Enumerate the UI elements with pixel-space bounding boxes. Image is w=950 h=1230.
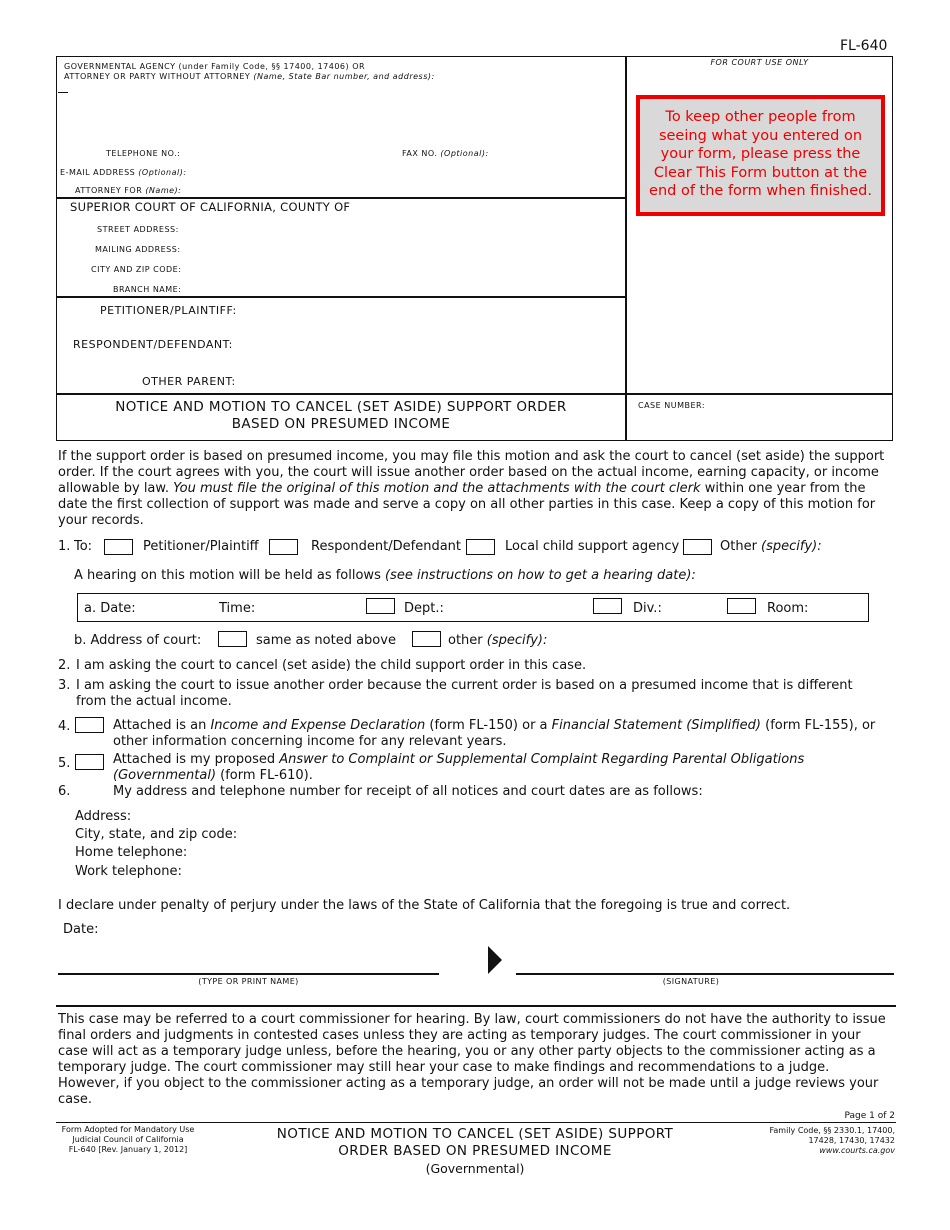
checkbox-other[interactable] [683, 539, 712, 555]
court-divider [56, 296, 626, 298]
item3-number: 3. [58, 678, 71, 693]
court-use-only: FOR COURT USE ONLY [710, 58, 809, 67]
name-line[interactable] [58, 973, 439, 975]
item1-to-label: To: [74, 539, 93, 554]
footer-right: Family Code, §§ 2330.1, 17400, 17428, 17430, 17432 www.courts.ca.gov [769, 1126, 895, 1155]
respondent-label: RESPONDENT/DEFENDANT: [73, 338, 233, 351]
commissioner-paragraph: This case may be referred to a court commissioner for hearing. By law, court commissioners do not have the authority to issue final orders and judgments in contested cases unless they are acting as temporary judges. The court commissioner in your case will act as a temporary judge unless, before the hearing, you or any other party objects to the commissioner acting as a temporary judge. The court commissioner may still hear your case to make findings and recommendations to a judge. However, if you object to the commissioner acting as a temporary judge, an order will not be made until a judge reviews your case. [58, 1012, 886, 1107]
other-parent-label: OTHER PARENT: [142, 375, 236, 388]
checkbox-other-address[interactable] [412, 631, 441, 647]
attorney-name-mark [58, 92, 68, 93]
email-label: E-MAIL ADDRESS (Optional): [60, 168, 187, 177]
checkbox-agency[interactable] [466, 539, 495, 555]
item5-text: Attached is my proposed Answer to Complaint or Supplemental Complaint Regarding Parental Obligations (Governmental) (form FL-610). [113, 752, 805, 783]
intro-paragraph: If the support order is based on presumed income, you may file this motion and ask the court to cancel (set aside) the support order. If the court agrees with you, the court will issue another order based on the actual income, earning capacity, or income allowable by law. You must file the original of this motion and the attachments with the court clerk within one year from the date the first collection of support was made and serve a copy on all other parties in this case. Keep a copy of this motion for your records. [58, 449, 885, 528]
work-telephone-label: Work telephone: [75, 864, 182, 879]
same-as-label: same as noted above [256, 633, 396, 648]
item2-text: I am asking the court to cancel (set aside) the child support order in this case. [76, 658, 587, 673]
city-state-zip-label: City, state, and zip code: [75, 827, 238, 842]
attorney-divider [56, 197, 626, 199]
city-zip-label: CITY AND ZIP CODE: [91, 265, 182, 274]
signature-caption: (SIGNATURE) [662, 977, 720, 986]
footer-title: NOTICE AND MOTION TO CANCEL (SET ASIDE) SUPPORT ORDER BASED ON PRESUMED INCOME (Governmental) [276, 1126, 674, 1176]
hearing-room-label: Room: [767, 601, 809, 616]
hearing-dept-label: Dept.: [404, 601, 444, 616]
branch-label: BRANCH NAME: [113, 285, 182, 294]
item4-text: Attached is an Income and Expense Declaration (form FL-150) or a Financial Statement (Simplified) (form FL-155), or other information concerning income for any relevant years. [113, 718, 876, 749]
checkbox-respondent[interactable] [269, 539, 298, 555]
fax-label: FAX NO. (Optional): [402, 149, 489, 158]
item6-text: My address and telephone number for receipt of all notices and court dates are as follows: [113, 784, 703, 799]
telephone-label: TELEPHONE NO.: [106, 149, 181, 158]
court-title: SUPERIOR COURT OF CALIFORNIA, COUNTY OF [70, 200, 351, 214]
footer-divider [56, 1122, 896, 1123]
option-petitioner: Petitioner/Plaintiff [143, 539, 259, 554]
page-number: Page 1 of 2 [844, 1111, 895, 1121]
checkbox-petitioner[interactable] [104, 539, 133, 555]
agency-line1: GOVERNMENTAL AGENCY (under Family Code, §§ 17400, 17406) OR [64, 62, 366, 71]
date-label: Date: [63, 922, 99, 937]
checkbox-same-address[interactable] [218, 631, 247, 647]
declaration-text: I declare under penalty of perjury under the laws of the State of California that the foregoing is true and correct. [58, 898, 791, 913]
checkbox-item5[interactable] [75, 754, 104, 770]
hearing-div-label: Div.: [633, 601, 662, 616]
item2-number: 2. [58, 658, 71, 673]
mailing-label: MAILING ADDRESS: [95, 245, 181, 254]
hearing-date-label: a. Date: [84, 601, 136, 616]
form-title: NOTICE AND MOTION TO CANCEL (SET ASIDE) SUPPORT ORDER BASED ON PRESUMED INCOME [115, 399, 567, 432]
option-other: Other (specify): [720, 539, 822, 554]
other-address-label: other (specify): [448, 633, 548, 648]
street-label: STREET ADDRESS: [97, 225, 179, 234]
checkbox-item4[interactable] [75, 717, 104, 733]
item3-text: I am asking the court to issue another order because the current order is based on a presumed income that is different from the actual income. [76, 678, 853, 709]
attorney-for-label: ATTORNEY FOR (Name): [75, 186, 182, 195]
home-telephone-label: Home telephone: [75, 845, 188, 860]
option-respondent: Respondent/Defendant [311, 539, 462, 554]
case-number-label: CASE NUMBER: [638, 401, 706, 410]
clear-form-notice: To keep other people from seeing what you entered on your form, please press the Clear This Form button at the end of the form when finished. [636, 95, 885, 216]
title-divider [56, 393, 893, 395]
court-address-label: b. Address of court: [74, 633, 202, 648]
type-name-caption: (TYPE OR PRINT NAME) [198, 977, 299, 986]
option-agency: Local child support agency [505, 539, 680, 554]
checkbox-dept[interactable] [366, 598, 395, 614]
signature-line[interactable] [516, 973, 894, 975]
petitioner-label: PETITIONER/PLAINTIFF: [100, 304, 237, 317]
item4-number: 4. [58, 719, 71, 734]
item6-number: 6. [58, 784, 71, 799]
hearing-time-label: Time: [219, 601, 256, 616]
agency-line2: ATTORNEY OR PARTY WITHOUT ATTORNEY (Name, State Bar number, and address): [64, 72, 435, 81]
signature-arrow-icon [488, 946, 502, 974]
commissioner-divider [56, 1005, 896, 1007]
hearing-text: A hearing on this motion will be held as follows (see instructions on how to get a hearing date): [74, 568, 696, 583]
item1-number: 1. [58, 539, 71, 554]
caption-divider [625, 56, 627, 441]
checkbox-div[interactable] [593, 598, 622, 614]
item5-number: 5. [58, 756, 71, 771]
form-number: FL-640 [840, 38, 888, 54]
footer-left: Form Adopted for Mandatory Use Judicial Council of California FL-640 [Rev. January 1, 2012] [61, 1125, 195, 1154]
address-label: Address: [75, 809, 132, 824]
checkbox-room[interactable] [727, 598, 756, 614]
